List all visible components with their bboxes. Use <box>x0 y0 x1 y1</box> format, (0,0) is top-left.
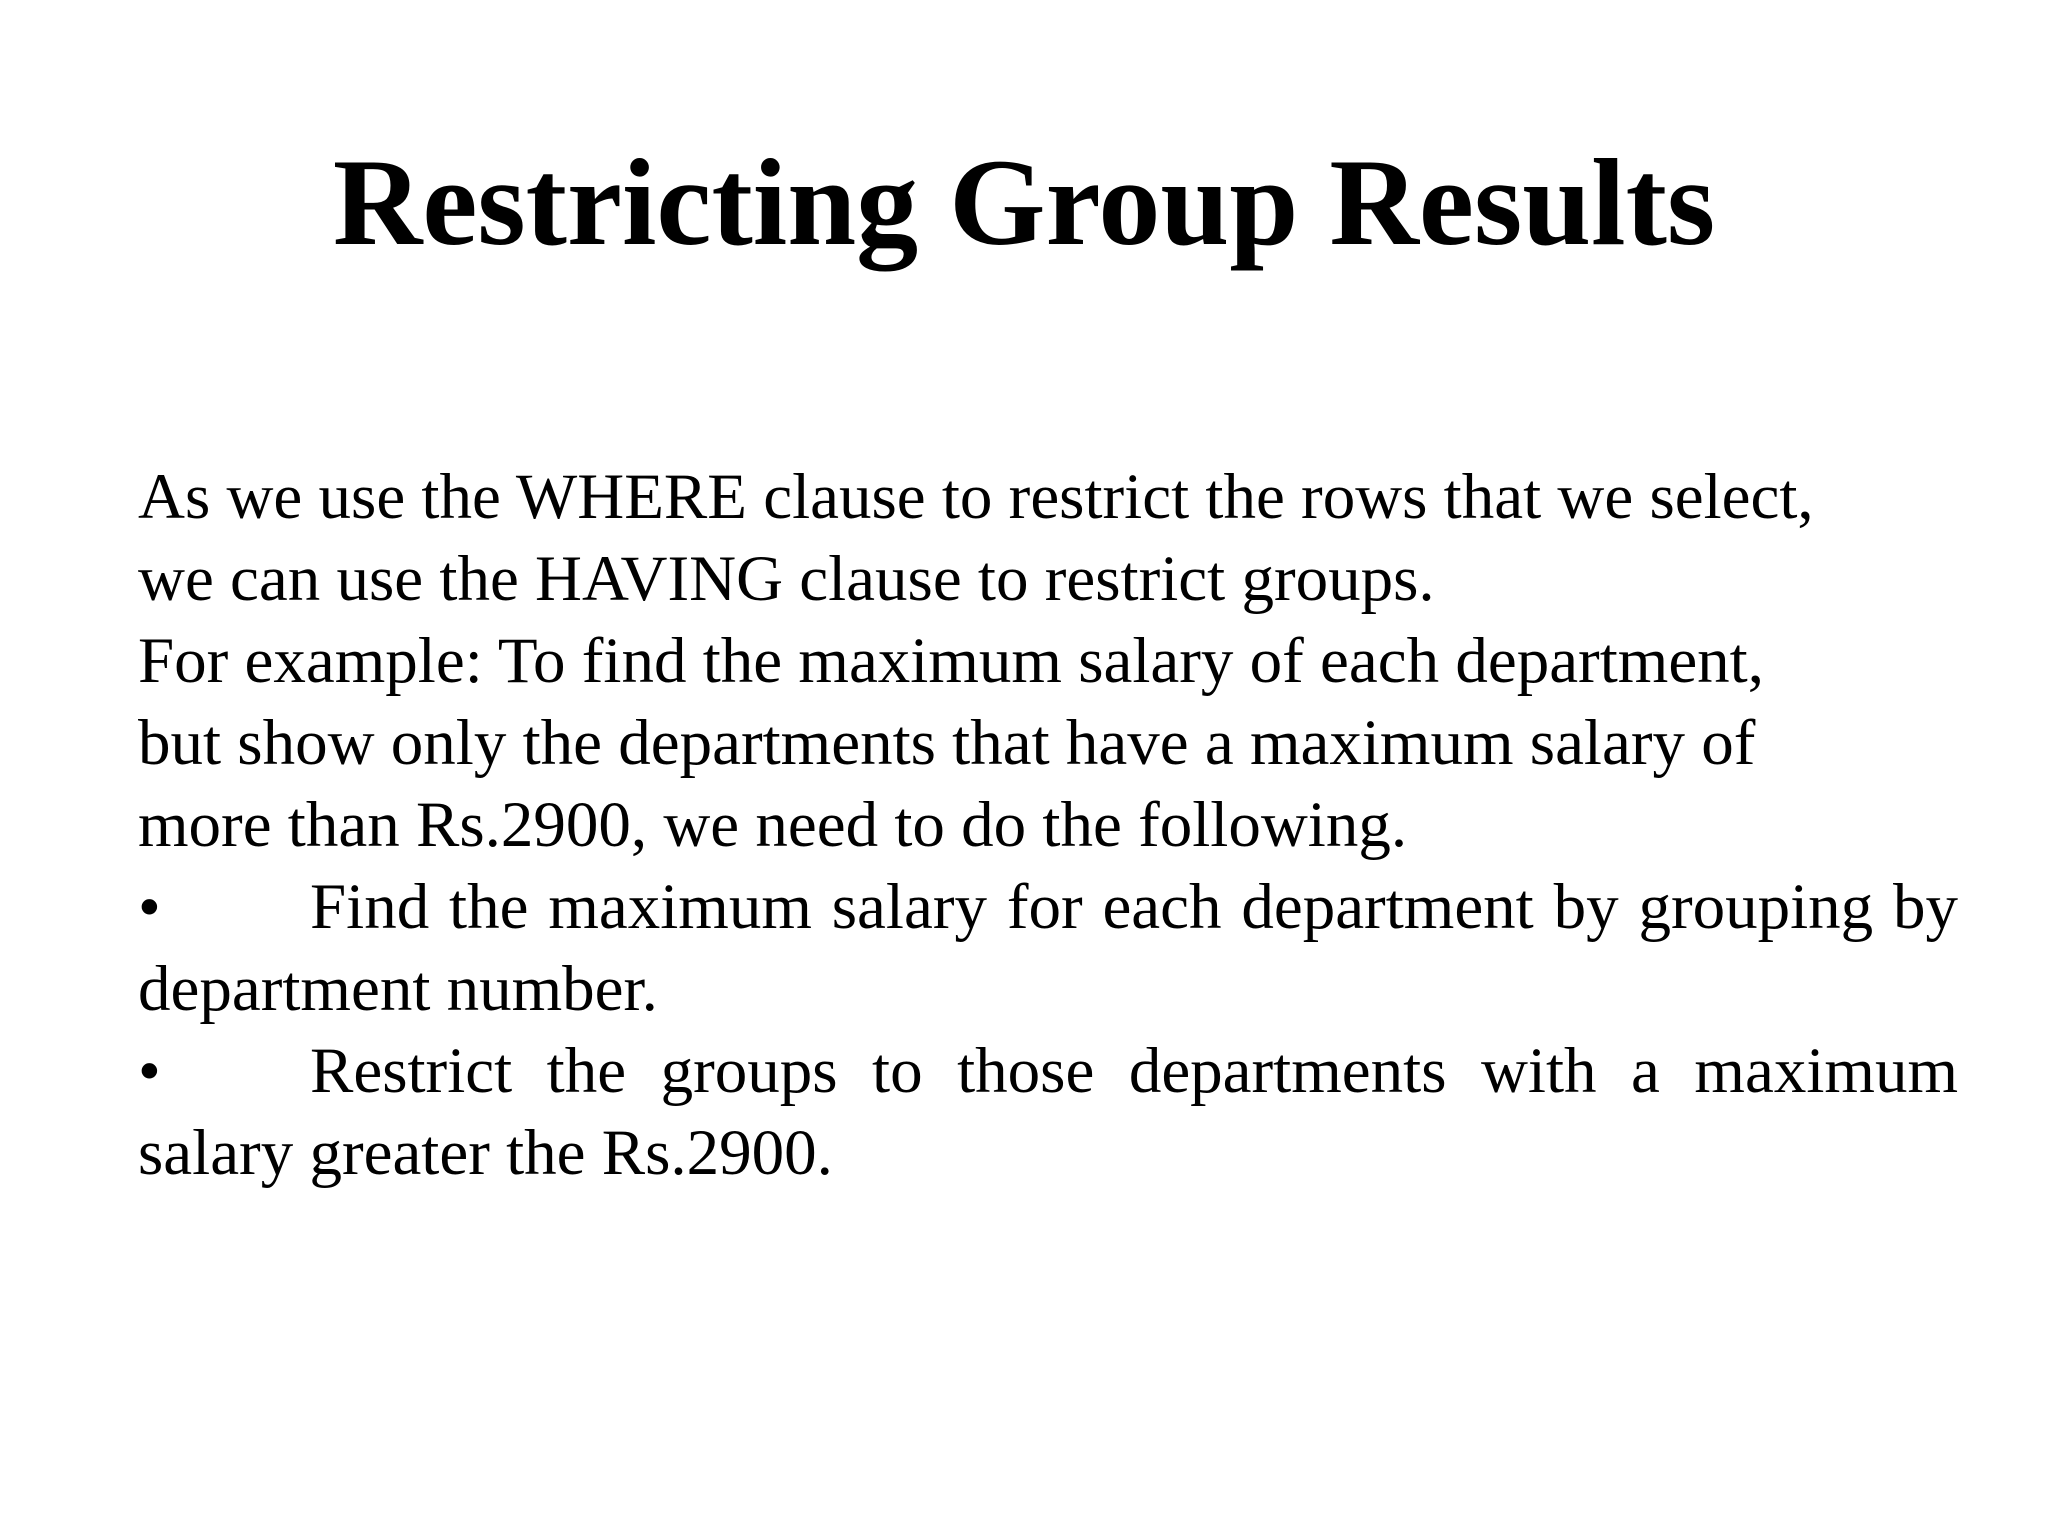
bullet-text: Find the maximum salary for each department by grouping by department number. <box>138 871 1958 1025</box>
bullet-item <box>138 866 1958 1030</box>
intro-paragraph: As we use the WHERE clause to restrict the rows that we select, we can use the HAVING clause to restrict groups. For example: To find the maximum salary of each department, but show only the departments that have a maximum salary of more than Rs.2900, we need to do the following. <box>138 461 1814 861</box>
bullet-text: Restrict the groups to those departments with a maximum salary greater the Rs.2900. <box>138 1035 1958 1189</box>
bullet-item <box>138 1030 1958 1194</box>
bullet-icon: • <box>138 1035 161 1107</box>
slide-body <box>138 456 1958 1194</box>
bullet-icon: • <box>138 871 161 943</box>
slide-title: Restricting Group Results <box>332 134 1716 271</box>
